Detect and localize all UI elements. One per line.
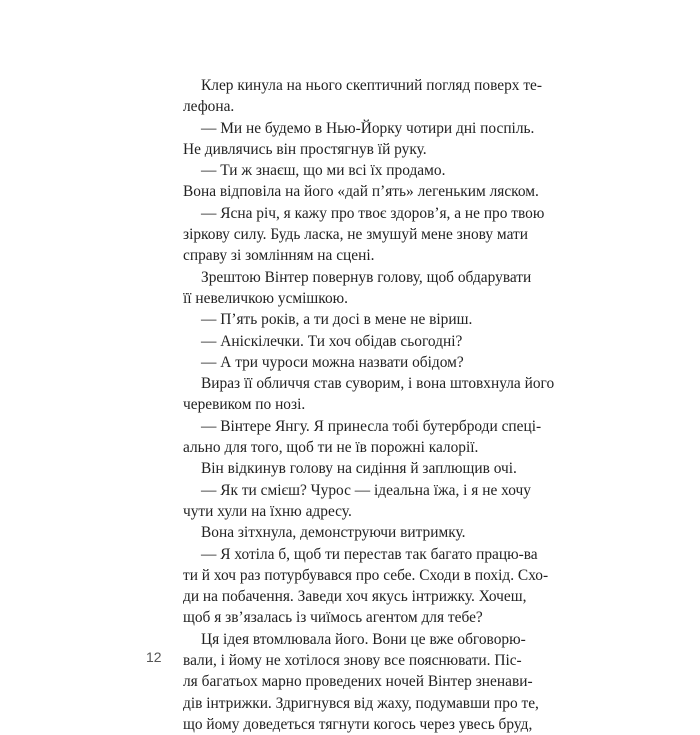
text-line: її невеличкою усмішкою.: [183, 289, 348, 307]
text-line: — Вінтере Янгу. Я принесла тобі бутерброди спеці-: [201, 417, 542, 435]
text-line: — Я хотіла б, щоб ти перестав так багато працю-ва: [201, 545, 538, 563]
text-line: Вона відповіла на його «дай п’ять» легеньким ляском.: [183, 183, 539, 201]
text-line: ально для того, щоб ти не їв порожні калорії.: [183, 439, 479, 457]
text-line: — Ти ж знаєш, що ми всі їх продамо.: [201, 162, 446, 180]
text-line: Клер кинула на нього скептичний погляд поверх те-: [201, 77, 542, 94]
page-number: 12: [146, 649, 162, 665]
text-line: чути хули на їхню адресу.: [183, 502, 352, 520]
text-line: — Ми не будемо в Нью-Йорку чотири дні поспіль.: [201, 119, 535, 137]
text-line: ди на побачення. Заведи хоч якусь інтрижку. Хочеш,: [183, 588, 527, 606]
text-line: — Ясна річ, я кажу про твоє здоров’я, а не про твою: [201, 204, 545, 222]
text-line: — П’ять років, а ти досі в мене не віриш.: [201, 311, 473, 329]
text-line: Вираз її обличчя став суворим, і вона штовхнула його: [201, 375, 555, 393]
text-line: — Як ти смієш? Чурос — ідеальна їжа, і я не хочу: [201, 481, 531, 499]
text-line: Вона зітхнула, демонструючи витримку.: [201, 524, 466, 542]
text-line: — А три чуроси можна назвати обідом?: [201, 353, 464, 371]
text-line: справу зі зомлінням на сцені.: [183, 247, 375, 265]
text-line: ти й хоч раз потурбувався про себе. Сходи в похід. Схо-: [183, 566, 549, 584]
text-line: що йому доведеться тягнути когось через увесь бруд,: [183, 715, 533, 733]
text-line: зіркову силу. Будь ласка, не змушуй мене знову мати: [183, 226, 528, 244]
text-line: щоб я зв’язалась із чиїмось агентом для тебе?: [183, 609, 483, 627]
text-line: — Аніскілечки. Ти хоч обідав сьогодні?: [201, 332, 463, 350]
page-text-block: [183, 75, 555, 735]
text-line: Він відкинув голову на сидіння й заплющив очі.: [201, 460, 517, 478]
text-line: ля багатьох марно проведених ночей Вінтер зненави-: [183, 673, 533, 691]
text-line: дів інтрижки. Здригнувся від жаху, подумавши про те,: [183, 694, 539, 712]
text-line: Зрештою Вінтер повернув голову, щоб обдарувати: [201, 268, 532, 286]
text-line: черевиком по нозі.: [183, 396, 306, 414]
text-line: Не дивлячись він простягнув їй руку.: [183, 140, 427, 158]
text-line: лефона.: [183, 98, 235, 116]
text-line: вали, і йому не хотілося знову все пояснювати. Піс-: [183, 652, 522, 670]
text-line: Ця ідея втомлювала його. Вони це вже обговорю-: [201, 630, 526, 648]
